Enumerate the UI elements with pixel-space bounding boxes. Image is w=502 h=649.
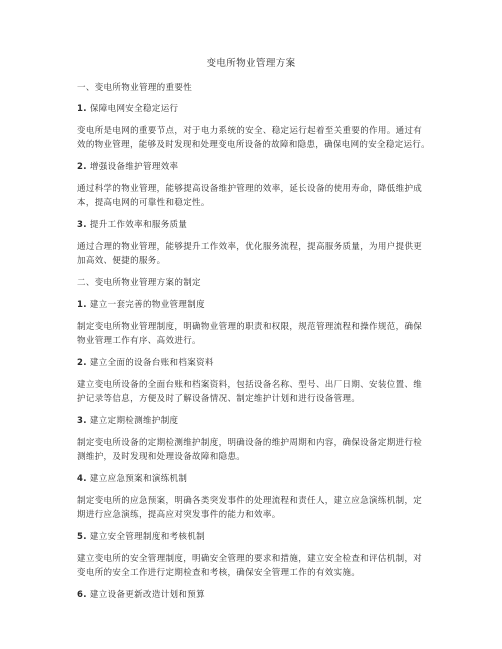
item-title: 增强设备维护管理效率 [89,162,179,172]
item-title: 建立全面的设备台账和档案资料 [89,358,214,368]
paragraph-line: 制定变电所设备的定期检测维护制度，明确设备的维护周期和内容，确保设备定期进行检 [77,438,423,448]
paragraph-line: 本，提高电网的可靠性和稳定性。 [77,198,210,208]
item-title: 保障电网安全稳定运行 [89,104,179,114]
item-heading [77,358,214,369]
item-number: 3. [77,220,87,230]
item-heading [77,532,205,543]
item-number: 2. [77,162,87,172]
item-title: 提升工作效率和服务质量 [89,220,188,230]
item-title: 建立定期检测维护制度 [89,416,179,426]
item-heading [77,300,205,311]
paragraph-line: 物业管理工作有序、高效进行。 [77,336,201,346]
item-number: 2. [77,358,87,368]
item-heading [77,162,178,173]
paragraph-line: 建立变电所设备的全面台账和档案资料，包括设备名称、型号、出厂日期、安装位置、维 [77,380,423,390]
paragraph-line: 通过合理的物业管理，能够提升工作效率，优化服务流程，提高服务质量，为用户提供更 [77,242,423,252]
section-heading: 二、变电所物业管理方案的制定 [77,278,201,288]
item-heading [77,474,187,485]
paragraph-line: 测维护，及时发现和处理设备故障和隐患。 [77,452,246,462]
item-number: 3. [77,416,87,426]
paragraph-line: 加高效、便捷的服务。 [77,256,166,266]
item-number: 4. [77,474,87,484]
paragraph-line: 制定变电所的应急预案，明确各类突发事件的处理流程和责任人，建立应急演练机制，定 [77,496,423,506]
section-heading: 一、变电所物业管理的重要性 [77,83,193,93]
item-heading [77,590,205,601]
document-title: 变电所物业管理方案 [206,58,296,69]
item-title: 建立应急预案和演练机制 [89,474,188,484]
item-title: 建立一套完善的物业管理制度 [89,300,205,310]
paragraph-line: 期进行应急演练，提高应对突发事件的能力和效率。 [77,510,281,520]
item-heading [77,104,178,115]
paragraph-line: 效的物业管理，能够及时发现和处理变电所设备的故障和隐患，确保电网的安全稳定运行。 [77,140,431,150]
item-heading [77,416,178,427]
paragraph-line: 变电所的安全工作进行定期检查和考核，确保安全管理工作的有效实施。 [77,568,361,578]
item-number: 1. [77,300,87,310]
paragraph-line: 护记录等信息，方便及时了解设备情况、制定维护计划和进行设备管理。 [77,394,361,404]
item-title: 建立设备更新改造计划和预算 [89,590,205,600]
item-number: 1. [77,104,87,114]
item-number: 5. [77,532,87,542]
paragraph-line: 变电所是电网的重要节点，对于电力系统的安全、稳定运行起着至关重要的作用。通过有 [77,126,423,136]
paragraph-line: 制定变电所物业管理制度，明确物业管理的职责和权限，规范管理流程和操作规范，确保 [77,322,423,332]
item-title: 建立安全管理制度和考核机制 [89,532,205,542]
item-heading [77,220,187,231]
item-number: 6. [77,590,87,600]
paragraph-line: 通过科学的物业管理，能够提高设备维护管理的效率，延长设备的使用寿命，降低维护成 [77,184,423,194]
paragraph-line: 建立变电所的安全管理制度，明确安全管理的要求和措施，建立安全检查和评估机制，对 [77,554,423,564]
